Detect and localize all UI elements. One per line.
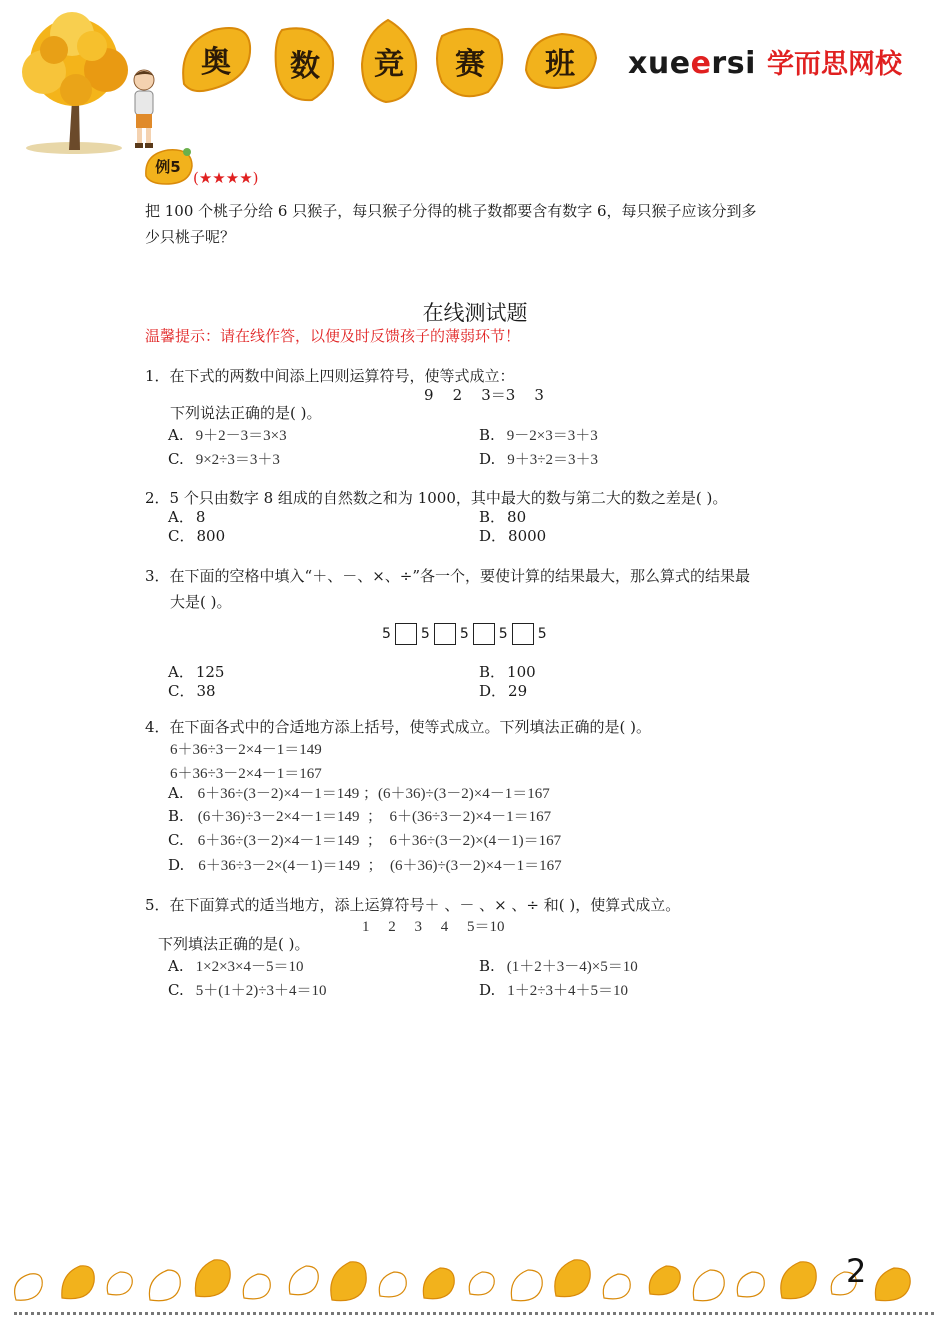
q4-option-b[interactable]	[168, 805, 551, 826]
q2-option-a[interactable]	[168, 507, 205, 527]
page-number: 2	[846, 1252, 867, 1290]
q3-blank-box-4[interactable]	[512, 623, 534, 645]
q3-option-c[interactable]	[168, 681, 216, 701]
example-line-2: 少只桃子呢？	[145, 228, 236, 246]
option-label: A.	[168, 957, 184, 975]
option-text: 100	[507, 663, 536, 681]
leaf-badge-ao	[178, 24, 254, 94]
option-label: C.	[168, 981, 184, 999]
boy-illustration	[124, 66, 166, 150]
q1-option-d[interactable]	[479, 448, 598, 469]
q4-option-a[interactable]	[168, 782, 550, 803]
q3-option-a[interactable]	[168, 662, 224, 682]
q3-blank-box-2[interactable]	[434, 623, 456, 645]
leaf-char-2: 数	[290, 49, 320, 84]
option-formula: 9×2÷3＝3＋3	[195, 452, 280, 468]
option-label: D．	[479, 682, 507, 700]
q3-box-expression	[382, 623, 547, 645]
option-formula: 6＋36÷3－2×(4－1)＝149 ； (6＋36)÷(3－2)×4－1＝167	[198, 858, 562, 874]
q5-equation: 1 2 3 4 5＝10	[362, 919, 505, 935]
option-text: 800	[196, 527, 226, 545]
q3-stem: 3．在下面的空格中填入“＋、－、×、÷”各一个，要使计算的结果最大，那么算式的结果最	[145, 567, 751, 585]
q4-equation-1: 6＋36÷3－2×4－1＝149	[170, 742, 322, 758]
option-label: D.	[479, 981, 496, 999]
option-formula: 5＋(1＋2)÷3＋4＝10	[195, 983, 327, 999]
q4-option-c[interactable]	[168, 829, 561, 850]
option-label: D．	[479, 527, 507, 545]
brand-en-highlight: e	[690, 46, 712, 81]
q5-option-a[interactable]	[168, 955, 304, 976]
leaf-badge-sai	[434, 22, 506, 100]
leaf-char-4: 赛	[455, 47, 485, 82]
q1-stem: 1．在下式的两数中间添上四则运算符号，使等式成立：	[145, 367, 515, 385]
q5-stem: 5．在下面算式的适当地方，添上运算符号＋ 、－ 、× 、÷ 和( )，使算式成立。	[145, 896, 681, 914]
q3-blank-box-3[interactable]	[473, 623, 495, 645]
option-label: C．	[168, 682, 195, 700]
q1-option-a[interactable]	[168, 424, 287, 445]
example-badge	[142, 146, 194, 186]
option-label: D.	[168, 856, 185, 874]
brand-en-prefix: xue	[628, 46, 691, 81]
q3-digit-1: 5	[382, 626, 391, 642]
option-text: 29	[508, 682, 528, 700]
example-stars: (★★★★)	[193, 169, 259, 187]
option-formula: 9＋2－3＝3×3	[195, 428, 287, 444]
q1-equation: 9 2 3＝3 3	[424, 386, 544, 404]
option-label: D.	[479, 450, 496, 468]
option-formula: 6＋36÷(3－2)×4－1＝149 ； 6＋36÷(3－2)×(4－1)＝167	[197, 833, 562, 849]
footer-dotted-line	[14, 1312, 934, 1315]
leaf-char-5: 班	[545, 47, 575, 82]
option-label: A．	[168, 508, 194, 526]
example-line-1: 把 100 个桃子分给 6 只猴子，每只猴子分得的桃子数都要含有数字 6，每只猴子应该分到多	[145, 202, 757, 220]
q5-option-d[interactable]	[479, 979, 628, 1000]
option-text: 38	[196, 682, 216, 700]
q2-option-c[interactable]	[168, 526, 225, 546]
q1-prompt: 下列说法正确的是( )。	[170, 404, 322, 422]
q1-option-c[interactable]	[168, 448, 280, 469]
option-text: 8000	[508, 527, 547, 545]
leaf-char-3: 竞	[374, 47, 404, 82]
q5-option-c[interactable]	[168, 979, 326, 1000]
q3-option-d[interactable]	[479, 681, 527, 701]
leaf-badge-jing	[358, 18, 420, 104]
example-badge-label: 例5	[155, 157, 181, 176]
option-formula: 1×2×3×4－5＝10	[195, 959, 304, 975]
q2-option-d[interactable]	[479, 526, 546, 546]
option-label: C.	[168, 450, 184, 468]
leaf-badge-shu	[272, 22, 338, 104]
option-formula: 9－2×3＝3＋3	[506, 428, 598, 444]
brand-logo	[628, 42, 918, 82]
q4-stem: 4．在下面各式中的合适地方添上括号，使等式成立。下列填法正确的是( )。	[145, 718, 652, 736]
option-text: 8	[195, 508, 206, 526]
option-formula: 9＋3÷2＝3＋3	[507, 452, 598, 468]
q4-equation-2: 6＋36÷3－2×4－1＝167	[170, 766, 322, 782]
q3-digit-4: 5	[498, 626, 508, 642]
option-text: 80	[507, 508, 527, 526]
option-text: 125	[195, 663, 225, 681]
q3-digit-3: 5	[459, 626, 469, 642]
q3-digit-5: 5	[537, 626, 547, 642]
option-label: C．	[168, 527, 195, 545]
option-label: A.	[168, 426, 184, 444]
q3-blank-box-1[interactable]	[395, 623, 417, 645]
q1-option-b[interactable]	[479, 424, 598, 445]
option-label: B．	[479, 663, 506, 681]
autumn-tree-illustration	[14, 10, 134, 155]
q5-option-b[interactable]	[479, 955, 638, 976]
q3-digit-2: 5	[420, 626, 430, 642]
leaf-char-1: 奥	[201, 45, 231, 80]
option-formula: (1＋2＋3－4)×5＝10	[506, 959, 638, 975]
option-formula: 6＋36÷(3－2)×4－1＝149 ；(6＋36)÷(3－2)×4－1＝167	[197, 786, 550, 802]
option-label: B.	[479, 957, 495, 975]
option-label: B.	[168, 807, 184, 825]
option-label: A.	[168, 784, 184, 802]
option-formula: (6＋36)÷3－2×4－1＝149 ； 6＋(36÷3－2)×4－1＝167	[197, 809, 552, 825]
q3-stem-2: 大是( )。	[170, 593, 232, 611]
option-label: A．	[168, 663, 194, 681]
option-label: B.	[479, 426, 495, 444]
q2-stem: 2．5 个只由数字 8 组成的自然数之和为 1000，其中最大的数与第二大的数之差是( )。	[145, 489, 728, 507]
test-title: 在线测试题	[422, 301, 528, 325]
option-label: C.	[168, 831, 184, 849]
footer-leaf-border	[0, 1250, 950, 1310]
leaf-badge-ban	[522, 30, 598, 92]
brand-en-suffix: rsi	[711, 46, 756, 81]
q3-option-b[interactable]	[479, 662, 536, 682]
test-tip: 温馨提示：请在线作答，以便及时反馈孩子的薄弱环节！	[145, 327, 521, 345]
q4-option-d[interactable]	[168, 854, 562, 875]
brand-cn: 学而思网校	[766, 49, 902, 80]
option-label: B．	[479, 508, 506, 526]
q5-prompt: 下列填法正确的是( )。	[158, 935, 310, 953]
q2-option-b[interactable]	[479, 507, 526, 527]
option-formula: 1＋2÷3＋4＋5＝10	[507, 983, 628, 999]
